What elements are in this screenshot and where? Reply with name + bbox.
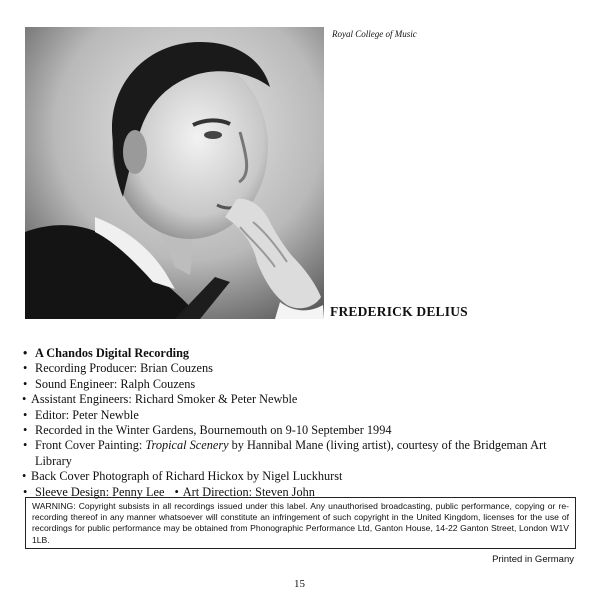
credit-item: • Assistant Engineers: Richard Smoker & Peter Newble: [22, 392, 582, 407]
portrait-image: [25, 27, 324, 319]
page-number: 15: [294, 578, 305, 590]
credit-item: • A Chandos Digital Recording: [22, 346, 582, 361]
credit-item: • Editor: Peter Newble: [22, 408, 582, 423]
photo-caption: FREDERICK DELIUS: [330, 304, 468, 319]
credit-item: • Sound Engineer: Ralph Couzens: [22, 377, 582, 392]
credit-item: • Recording Producer: Brian Couzens: [22, 361, 582, 376]
printed-in: Printed in Germany: [492, 554, 574, 565]
cover-title: Tropical Scenery: [145, 438, 229, 453]
cover-suffix: by Hannibal Mane (living artist), courtesy of the Bridgeman Art Library: [35, 438, 547, 468]
photo-credit: Royal College of Music: [332, 29, 417, 39]
recording-credits: [22, 346, 582, 500]
cover-prefix: Front Cover Painting:: [35, 438, 146, 453]
art-direction: • Art Direction: Steven John: [174, 485, 314, 499]
sleeve-design: Sleeve Design: Penny Lee: [35, 484, 165, 499]
credit-item: • Recorded in the Winter Gardens, Bournemouth on 9-10 September 1994: [22, 423, 582, 438]
portrait-photo: [25, 27, 324, 319]
back-cover-credit: • Back Cover Photograph of Richard Hickox by Nigel Luckhurst: [22, 469, 582, 484]
cover-painting-credit: [22, 438, 582, 469]
copyright-warning: WARNING: Copyright subsists in all recordings issued under this label. Any unauthorised broadcasting, public performance, copying or re-recording thereof in any manner whatsoever will constitute an infringement of such copyright in the United Kingdom, licenses for the use of recordings for public performance may be obtained from Phonographic Performance Ltd, Ganton House, 14-22 Ganton Street, London W1V 1LB.: [25, 497, 576, 549]
